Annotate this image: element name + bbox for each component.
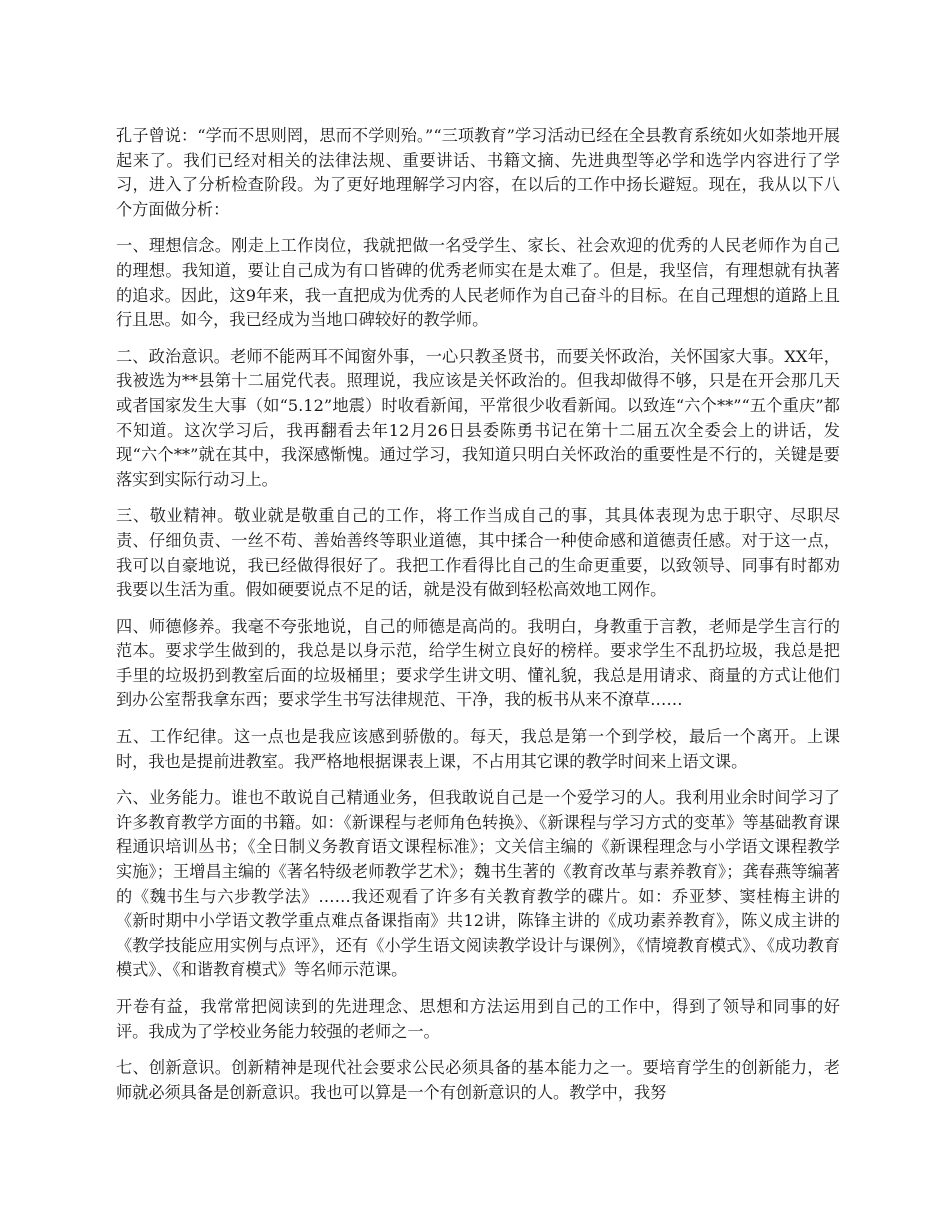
paragraph-ethics: 四、师德修养。我毫不夸张地说，自己的师德是高尚的。我明白，身教重于言教，老师是学生言行的范本。要求学生做到的，我总是以身示范，给学生树立良好的榜样。要求学生不乱扔垃圾，我总是把手里的垃圾扔到教室后面的垃圾桶里；要求学生讲文明、懂礼貌，我总是用请求、商量的方式让他们到办公室帮我拿东西；要求学生书写法律规范、干净，我的板书从来不潦草……: [116, 616, 840, 710]
paragraph-reading-benefit: 开卷有益，我常常把阅读到的先进理念、思想和方法运用到自己的工作中，得到了领导和同事的好评。我成为了学校业务能力较强的老师之一。: [116, 997, 840, 1041]
paragraph-intro: 孔子曾说：“学而不思则罔，思而不学则殆。”“三项教育”学习活动已经在全县教育系统如火如荼地开展起来了。我们已经对相关的法律法规、重要讲话、书籍文摘、先进典型等必学和选学内容进行了学习，进入了分析检查阶段。为了更好地理解学习内容，在以后的工作中扬长避短。现在，我从以下八个方面做分析：: [116, 126, 840, 219]
paragraph-ideals: 一、理想信念。刚走上工作岗位，我就把做一名受学生、家长、社会欢迎的优秀的人民老师作为自己的理想。我知道，要让自己成为有口皆碑的优秀老师实在是太难了。但是，我坚信，有理想就有执著的追求。因此，这9年来，我一直把成为优秀的人民老师作为自己奋斗的目标。在自己理想的道路上且行且思。如今，我已经成为当地口碑较好的教学师。: [116, 236, 840, 330]
paragraph-innovation: 七、创新意识。创新精神是现代社会要求公民必须具备的基本能力之一。要培育学生的创新能力，老师就必须具备是创新意识。我也可以算是一个有创新意识的人。教学中，我努: [116, 1058, 840, 1102]
paragraph-discipline: 五、工作纪律。这一点也是我应该感到骄傲的。每天，我总是第一个到学校，最后一个离开。上课时，我也是提前进教室。我严格地根据课表上课，不占用其它课的教学时间来上语文课。: [116, 727, 840, 771]
paragraph-dedication: 三、敬业精神。敬业就是敬重自己的工作，将工作当成自己的事，其具体表现为忠于职守、尽职尽责、仔细负责、一丝不苟、善始善终等职业道德，其中揉合一种使命感和道德责任感。对于这一点，我可以自豪地说，我已经做得很好了。我把工作看得比自己的生命更重要，以致领导、同事有时都劝我要以生活为重。假如硬要说点不足的话，就是没有做到轻松高效地工网作。: [116, 506, 840, 600]
paragraph-politics: 二、政治意识。老师不能两耳不闻窗外事，一心只教圣贤书，而要关怀政治，关怀国家大事。XX年，我被选为**县第十二届党代表。照理说，我应该是关怀政治的。但我却做得不够，只是在开会那几天或者国家发生大事（如“5.12”地震）时收看新闻，平常很少收看新闻。以致连“六个**”“五个重庆”都不知道。这次学习后，我再翻看去年12月26日县委陈勇书记在第十二届五次全委会上的讲话，发现“六个**”就在其中，我深感惭愧。通过学习，我知道只明白关怀政治的重要性是不行的，关键是要落实到实际行动习上。: [116, 346, 840, 489]
document-body: [116, 124, 840, 1117]
paragraph-competence: 六、业务能力。谁也不敢说自己精通业务，但我敢说自己是一个爱学习的人。我利用业余时间学习了许多教育教学方面的书籍。如：《新课程与老师角色转换》、《新课程与学习方式的变革》等基础教育课程通识培训丛书；《全日制义务教育语文课程标准》；文关信主编的《新课程理念与小学语文课程教学实施》；王增昌主编的《著名特级老师教学艺术》；魏书生著的《教育改革与素养教育》；龚春燕等编著的《魏书生与六步教学法》……我还观看了许多有关教育教学的碟片。如：乔亚梦、窦桂梅主讲的《新时期中小学语文教学重点难点备课指南》共12讲，陈锋主讲的《成功素养教育》，陈义成主讲的《教学技能应用实例与点评》，还有《小学生语文阅读教学设计与课例》，《情境教育模式》、《成功教育模式》、《和谐教育模式》等名师示范课。: [116, 788, 840, 980]
